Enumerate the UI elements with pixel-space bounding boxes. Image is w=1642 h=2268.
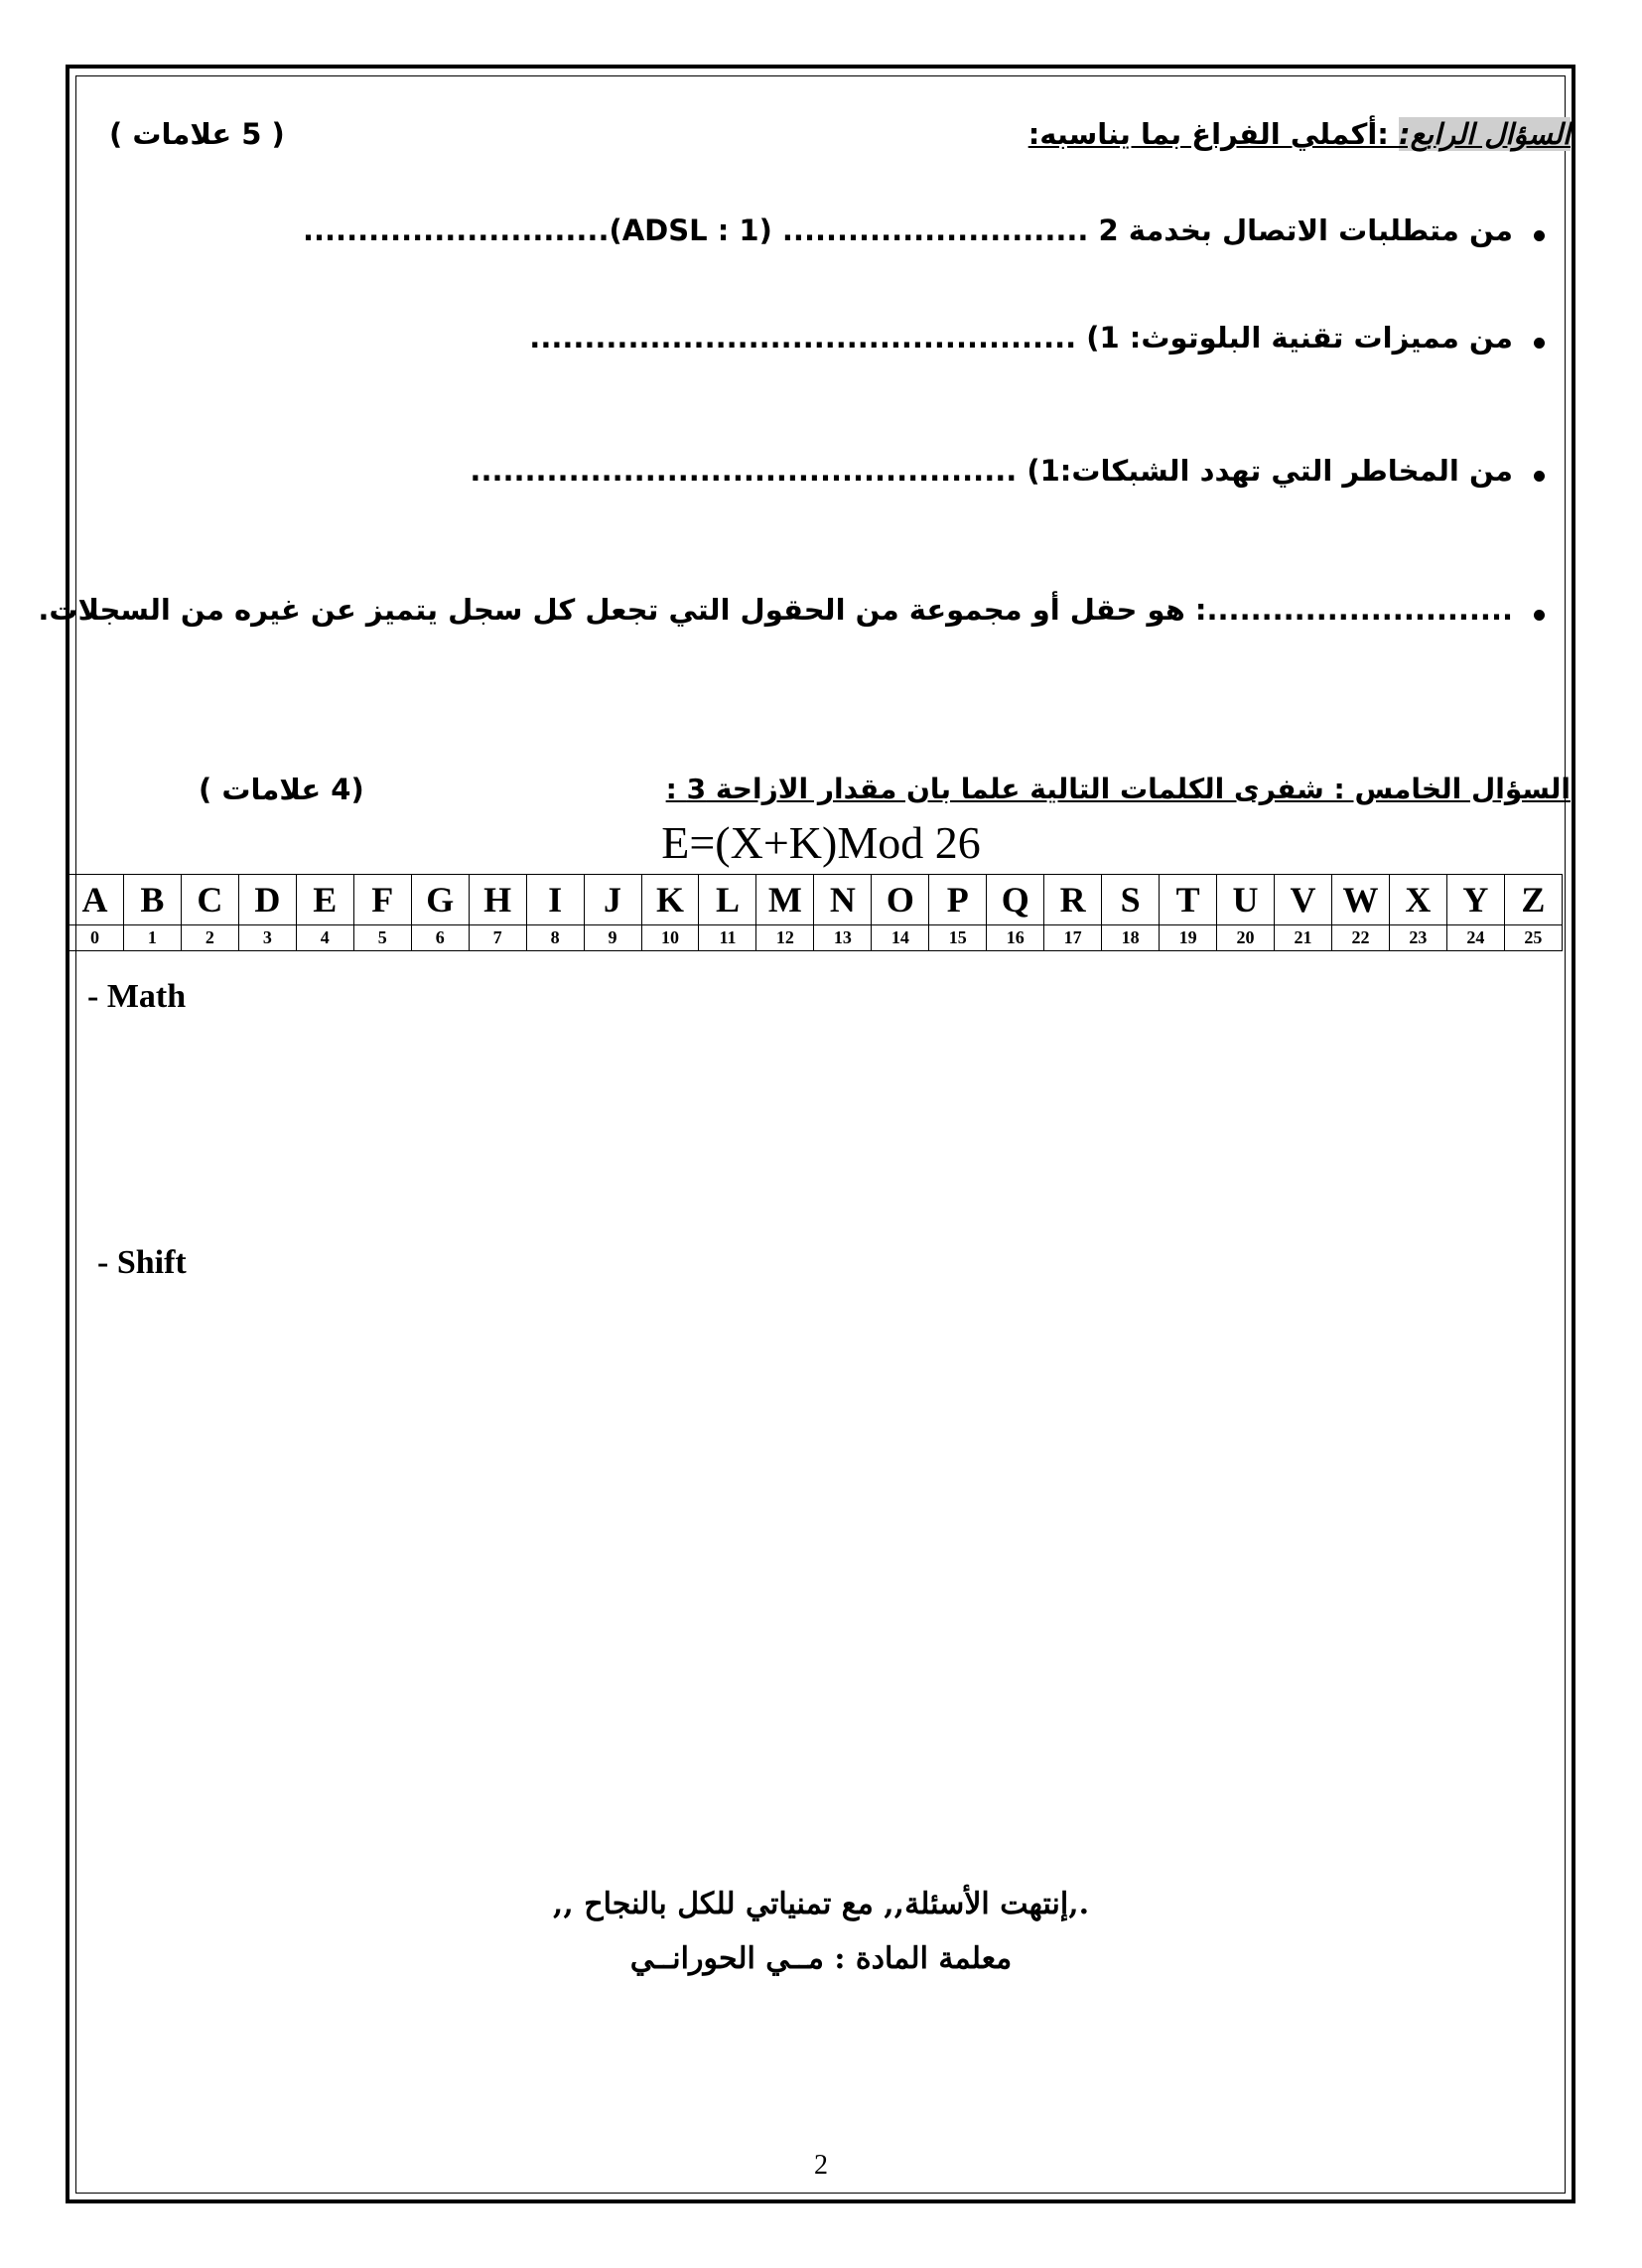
q4-item-2: من مميزات تقنية البلوتوث: 1) .................................................. — [529, 321, 1513, 354]
number-cell: 21 — [1275, 925, 1332, 951]
letter-cell: Q — [987, 875, 1044, 925]
q4-label: السؤال الرابع: — [1398, 117, 1571, 151]
letter-cell: F — [353, 875, 411, 925]
letters-row — [67, 875, 1563, 925]
q4-instruction: :أكملي الفراغ بما يناسبه: — [1027, 117, 1399, 151]
cipher-formula: E=(X+K)Mod 26 — [661, 817, 981, 868]
letter-cell: G — [411, 875, 469, 925]
number-cell: 2 — [181, 925, 238, 951]
page-number: 2 — [814, 2150, 828, 2181]
word-math: - Math — [87, 978, 187, 1015]
q4-marks: ( 5 علامات ) — [109, 117, 285, 151]
number-cell: 10 — [641, 925, 699, 951]
letter-cell: M — [756, 875, 814, 925]
q5-heading: السؤال الخامس : شفرى الكلمات التالية علما بان مقدار الازاحة 3 : — [665, 773, 1571, 805]
number-cell: 7 — [469, 925, 526, 951]
number-cell: 4 — [296, 925, 353, 951]
letter-cell: U — [1217, 875, 1275, 925]
teacher-name: معلمة المادة : مــي الحورانــي — [629, 1941, 1013, 1976]
letter-cell: I — [526, 875, 584, 925]
bullet-icon — [1534, 610, 1545, 621]
letter-cell: H — [469, 875, 526, 925]
word-shift: - Shift — [97, 1244, 187, 1281]
letter-cell: N — [814, 875, 872, 925]
q4-item-1: من متطلبات الاتصال بخدمة ADSL : 1) ............................ 2)............................ — [303, 213, 1513, 247]
letter-cell: T — [1160, 875, 1217, 925]
number-cell: 11 — [699, 925, 756, 951]
letter-cell: C — [181, 875, 238, 925]
page-border-inner — [75, 75, 1566, 2194]
letter-cell: P — [929, 875, 987, 925]
number-cell: 5 — [353, 925, 411, 951]
number-cell: 23 — [1389, 925, 1446, 951]
number-cell: 18 — [1102, 925, 1160, 951]
number-cell: 16 — [987, 925, 1044, 951]
number-cell: 14 — [872, 925, 929, 951]
number-cell: 20 — [1217, 925, 1275, 951]
number-cell: 8 — [526, 925, 584, 951]
q4-item-4: ............................: هو حقل أو مجموعة من الحقول التي تجعل كل سجل يتميز عن غيره من السجلات. — [38, 593, 1513, 627]
number-cell: 0 — [67, 925, 124, 951]
number-cell: 12 — [756, 925, 814, 951]
letter-cell: Y — [1446, 875, 1504, 925]
numbers-row — [67, 925, 1563, 951]
letter-cell: J — [584, 875, 641, 925]
letter-cell: R — [1044, 875, 1102, 925]
letter-cell: K — [641, 875, 699, 925]
number-cell: 22 — [1331, 925, 1389, 951]
bullet-icon — [1534, 230, 1545, 241]
letter-cell: W — [1331, 875, 1389, 925]
bullet-icon — [1534, 471, 1545, 482]
q4-heading — [1028, 117, 1571, 151]
q5-marks: (4 علامات ) — [199, 773, 364, 806]
number-cell: 19 — [1160, 925, 1217, 951]
letter-cell: E — [296, 875, 353, 925]
closing-message: .,إنتهت الأسئلة,, مع تمنياتي للكل بالنجاح ,, — [552, 1887, 1090, 1921]
letter-cell: B — [123, 875, 181, 925]
bullet-icon — [1534, 338, 1545, 349]
number-cell: 6 — [411, 925, 469, 951]
number-cell: 13 — [814, 925, 872, 951]
letter-cell: A — [67, 875, 124, 925]
letter-cell: S — [1102, 875, 1160, 925]
letter-cell: O — [872, 875, 929, 925]
letter-cell: X — [1389, 875, 1446, 925]
letter-cell: D — [238, 875, 296, 925]
number-cell: 25 — [1504, 925, 1562, 951]
letter-cell: Z — [1504, 875, 1562, 925]
number-cell: 24 — [1446, 925, 1504, 951]
alphabet-table — [66, 874, 1563, 951]
number-cell: 17 — [1044, 925, 1102, 951]
number-cell: 3 — [238, 925, 296, 951]
q4-item-3: من المخاطر التي تهدد الشبكات:1) .................................................. — [470, 454, 1513, 488]
number-cell: 1 — [123, 925, 181, 951]
number-cell: 15 — [929, 925, 987, 951]
letter-cell: V — [1275, 875, 1332, 925]
number-cell: 9 — [584, 925, 641, 951]
letter-cell: L — [699, 875, 756, 925]
